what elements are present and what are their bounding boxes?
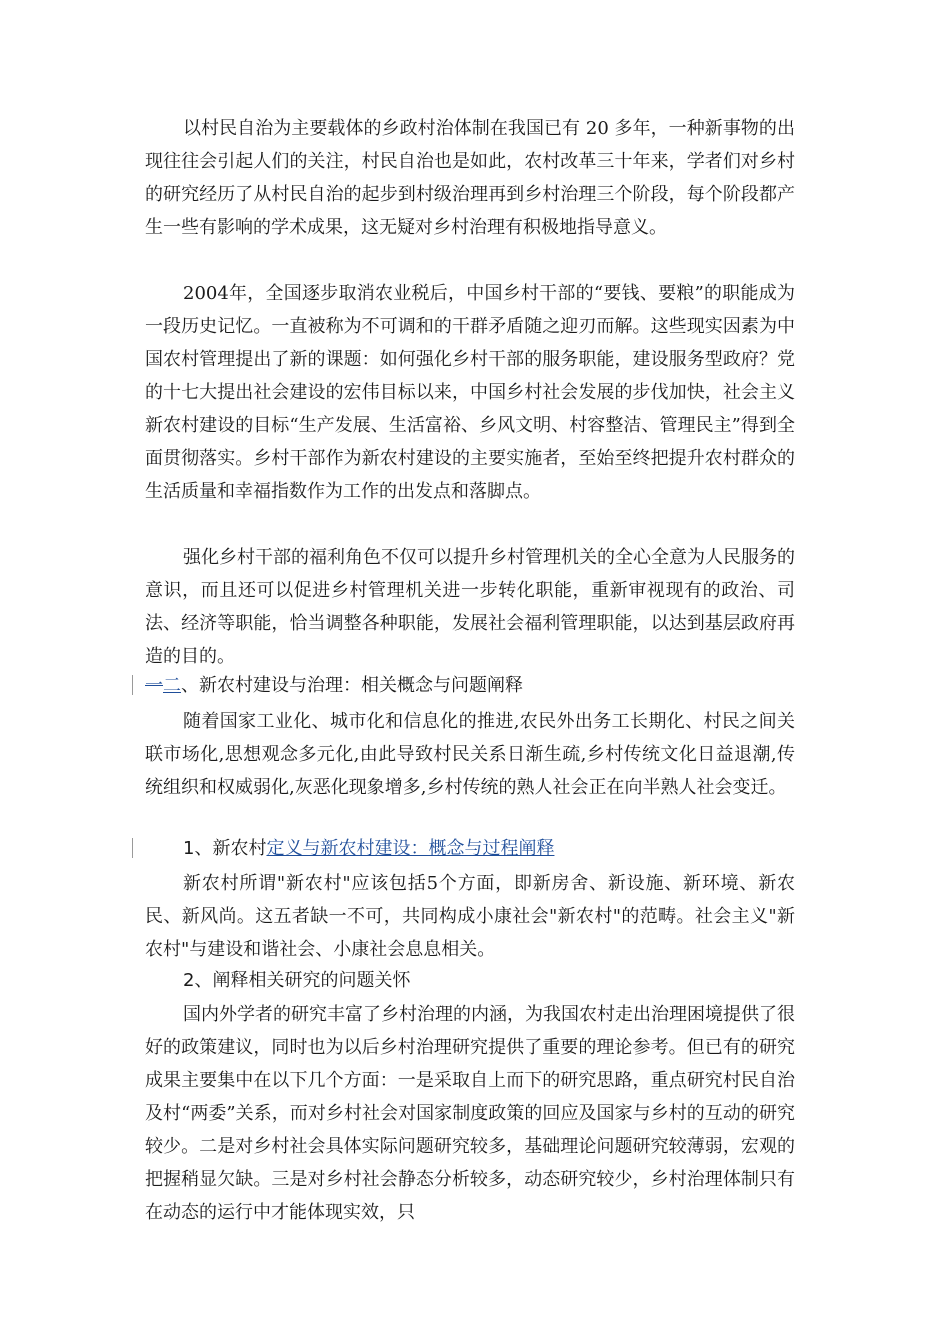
subsection-heading-1 bbox=[183, 835, 554, 863]
paragraph-new-village: 新农村所谓"新农村"应该包括5个方面，即新房舍、新设施、新环境、新农民、新风尚。这五者缺一不可，共同构成小康社会"新农村"的范畴。社会主义"新农村"与建设和谐社会、小康社会息息相关。 bbox=[145, 873, 795, 960]
heading-text: 1、新农村 bbox=[183, 838, 267, 859]
paragraph-agricultural-tax: 2004年，全国逐步取消农业税后，中国乡村干部的“要钱、要粮”的职能成为一段历史记忆。一直被称为不可调和的干群矛盾随之迎刃而解。这些现实因素为中国农村管理提出了新的课题：如何强化乡村干部的服务职能，建设服务型政府？党的十七大提出社会建设的宏伟目标以来，中国乡村社会发展的步伐加快，社会主义新农村建设的目标“生产发展、生活富裕、乡风文明、村容整洁、管理民主”得到全面贯彻落实。乡村干部作为新农村建设的主要实施者，至始至终把提升农村群众的生活质量和幸福指数作为工作的出发点和落脚点。 bbox=[145, 283, 795, 502]
change-bar bbox=[132, 675, 133, 695]
paragraph-intro: 以村民自治为主要载体的乡政村治体制在我国已有 20 多年，一种新事物的出现往往会引起人们的关注，村民自治也是如此，农村改革三十年来，学者们对乡村的研究经历了从村民自治的起步到村级治理再到乡村治理三个阶段，每个阶段都产生一些有影响的学术成果，这无疑对乡村治理有积极地指导意义。 bbox=[145, 118, 795, 238]
inserted-text: 二 bbox=[163, 675, 181, 696]
paragraph-welfare-role: 强化乡村干部的福利角色不仅可以提升乡村管理机关的全心全意为人民服务的意识，而且还可以促进乡村管理机关进一步转化职能，重新审视现有的政治、司法、经济等职能，恰当调整各种职能，发展社会福利管理职能，以达到基层政府再造的目的。 bbox=[145, 547, 795, 667]
deleted-text: 一 bbox=[145, 675, 163, 696]
change-bar bbox=[132, 838, 133, 858]
heading-text: 、新农村建设与治理：相关概念与问题阐释 bbox=[181, 675, 523, 696]
paragraph-rural-change: 随着国家工业化、城市化和信息化的推进,农民外出务工长期化、村民之间关联市场化,思想观念多元化,由此导致村民关系日渐生疏,乡村传统文化日益退潮,传统组织和权威弱化,灰恶化现象增多,乡村传统的熟人社会正在向半熟人社会变迁。 bbox=[145, 711, 795, 798]
paragraph-research-review: 国内外学者的研究丰富了乡村治理的内涵，为我国农村走出治理困境提供了很好的政策建议，同时也为以后乡村治理研究提供了重要的理论参考。但已有的研究成果主要集中在以下几个方面：一是采取自上而下的研究思路，重点研究村民自治及村“两委”关系，而对乡村社会对国家制度政策的回应及国家与乡村的互动的研究较少。二是对乡村社会具体实际问题研究较多，基础理论问题研究较薄弱，宏观的把握稍显欠缺。三是对乡村社会静态分析较多，动态研究较少，乡村治理体制只有在动态的运行中才能体现实效，只 bbox=[145, 1004, 795, 1223]
section-heading-2 bbox=[145, 672, 523, 700]
inserted-text: 定义与新农村建设：概念与过程阐释 bbox=[266, 838, 555, 859]
subsection-heading-2: 2、阐释相关研究的问题关怀 bbox=[183, 970, 411, 991]
